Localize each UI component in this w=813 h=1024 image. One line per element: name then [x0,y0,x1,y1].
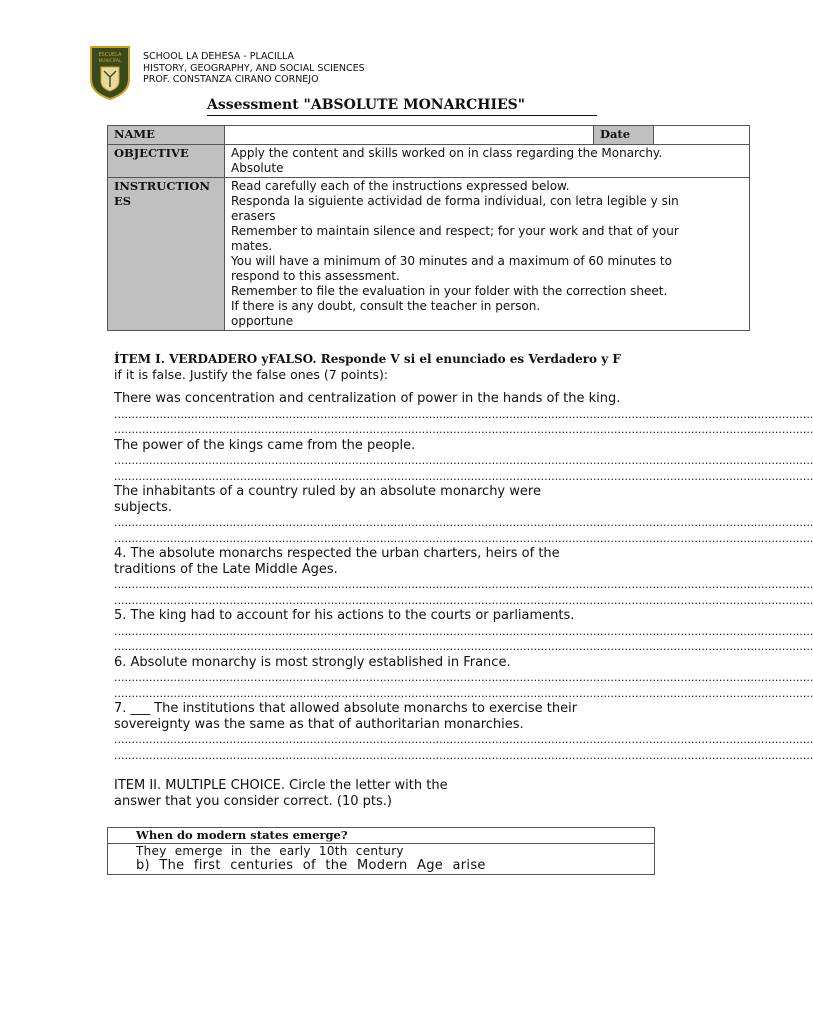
answer-line[interactable]: ........................................................................................................................................................................................................ [114,593,813,607]
question-text: The power of the kings came from the people. [114,437,416,453]
school-crest-logo [89,45,131,100]
question-item [114,701,813,763]
mc-option-a[interactable]: They emerge in the early 10th century [136,844,404,858]
multiple-choice-table [107,827,655,875]
answer-line[interactable]: ........................................................................................................................................................................................................ [114,733,813,746]
instruction-line: Remember to maintain silence and respect; for your work and that of your [231,224,679,238]
instructions-label [108,178,225,331]
question-text: 4. The absolute monarchs respected the urban charters, heirs of the [114,546,560,561]
question-list [114,391,813,763]
answer-line[interactable]: ........................................................................................................................................................................................................ [114,624,813,638]
instructions-label-line: INSTRUCTION [114,179,210,193]
answer-line[interactable]: ........................................................................................................................................................................................................ [114,407,813,421]
mc-option-b[interactable]: b) The first centuries of the Modern Age arise [136,858,486,873]
objective-line: Absolute [231,161,284,175]
answer-line[interactable]: ........................................................................................................................................................................................................ [114,748,813,762]
name-field[interactable] [225,126,594,145]
logo-text-top: ESCUELA [98,52,122,58]
subject-name: HISTORY, GEOGRAPHY, AND SOCIAL SCIENCES [143,62,365,74]
school-name: SCHOOL LA DEHESA - PLACILLA [143,51,295,62]
item-one-heading: ÍTEM I. VERDADERO yFALSO. Responde V si el enunciado es Verdadero y F [114,352,621,366]
item-two-heading: ITEM II. MULTIPLE CHOICE. Circle the letter with the [114,778,448,793]
objective-label: OBJECTIVE [108,145,225,178]
question-item [114,391,813,438]
item-two-multiple-choice [114,778,448,810]
objective-line: Apply the content and skills worked on in class regarding the Monarchy. [231,146,663,160]
instruction-line: You will have a minimum of 30 minutes and a maximum of 60 minutes to [231,254,672,268]
question-item [114,484,813,546]
instruction-line: respond to this assessment. [231,269,400,283]
question-text: subjects. [114,499,173,515]
date-field[interactable] [654,126,750,145]
assessment-info-table [107,125,750,331]
item-one-subheading: if it is false. Justify the false ones (7 points): [114,367,389,382]
answer-line[interactable]: ........................................................................................................................................................................................................ [114,531,813,545]
answer-line[interactable]: ........................................................................................................................................................................................................ [114,671,813,684]
item-two-subheading: answer that you consider correct. (10 pts.) [114,794,392,809]
question-item [114,546,813,608]
question-text: The inhabitants of a country ruled by an absolute monarchy were [114,484,541,499]
answer-line[interactable]: ........................................................................................................................................................................................................ [114,686,813,700]
answer-line[interactable]: ........................................................................................................................................................................................................ [114,578,813,591]
instruction-line: erasers [231,209,276,223]
question-text: 7. ___ The institutions that allowed absolute monarchs to exercise their [114,701,578,716]
instruction-line: Responda la siguiente actividad de forma individual, con letra legible y sin [231,194,679,208]
answer-line[interactable]: ........................................................................................................................................................................................................ [114,469,813,483]
instruction-line: If there is any doubt, consult the teacher in person. [231,299,541,313]
answer-line[interactable]: ........................................................................................................................................................................................................ [114,640,813,653]
instruction-line: Read carefully each of the instructions expressed below. [231,179,570,193]
instructions-label-line: ES [114,194,132,208]
instruction-line: Remember to file the evaluation in your folder with the correction sheet. [231,284,668,298]
question-text: traditions of the Late Middle Ages. [114,561,338,577]
date-label: Date [594,126,654,145]
document-header [143,51,365,86]
answer-line[interactable]: ........................................................................................................................................................................................................ [114,454,813,467]
answer-line[interactable]: ........................................................................................................................................................................................................ [114,423,813,436]
instruction-line: opportune [231,314,294,328]
answer-line[interactable]: ........................................................................................................................................................................................................ [114,516,813,529]
name-label: NAME [108,126,225,145]
question-text: There was concentration and centralization of power in the hands of the king. [114,391,621,406]
item-one-true-false [114,351,813,763]
assessment-title: Assessment "ABSOLUTE MONARCHIES" [207,96,597,116]
question-item [114,437,813,485]
question-text: 5. The king had to account for his actions to the courts or parliaments. [114,608,575,623]
question-text: sovereignty was the same as that of authoritarian monarchies. [114,716,524,732]
instruction-line: mates. [231,239,273,253]
mc-options-cell [108,844,655,875]
question-item [114,654,813,702]
teacher-name: PROF. CONSTANZA CIRANO CORNEJO [143,74,319,85]
instructions-text [225,178,750,331]
mc-question: When do modern states emerge? [108,828,655,844]
question-text: 6. Absolute monarchy is most strongly established in France. [114,654,511,670]
question-item [114,608,813,655]
logo-text-mid: MUNICIPAL [98,58,122,63]
objective-text [225,145,750,178]
